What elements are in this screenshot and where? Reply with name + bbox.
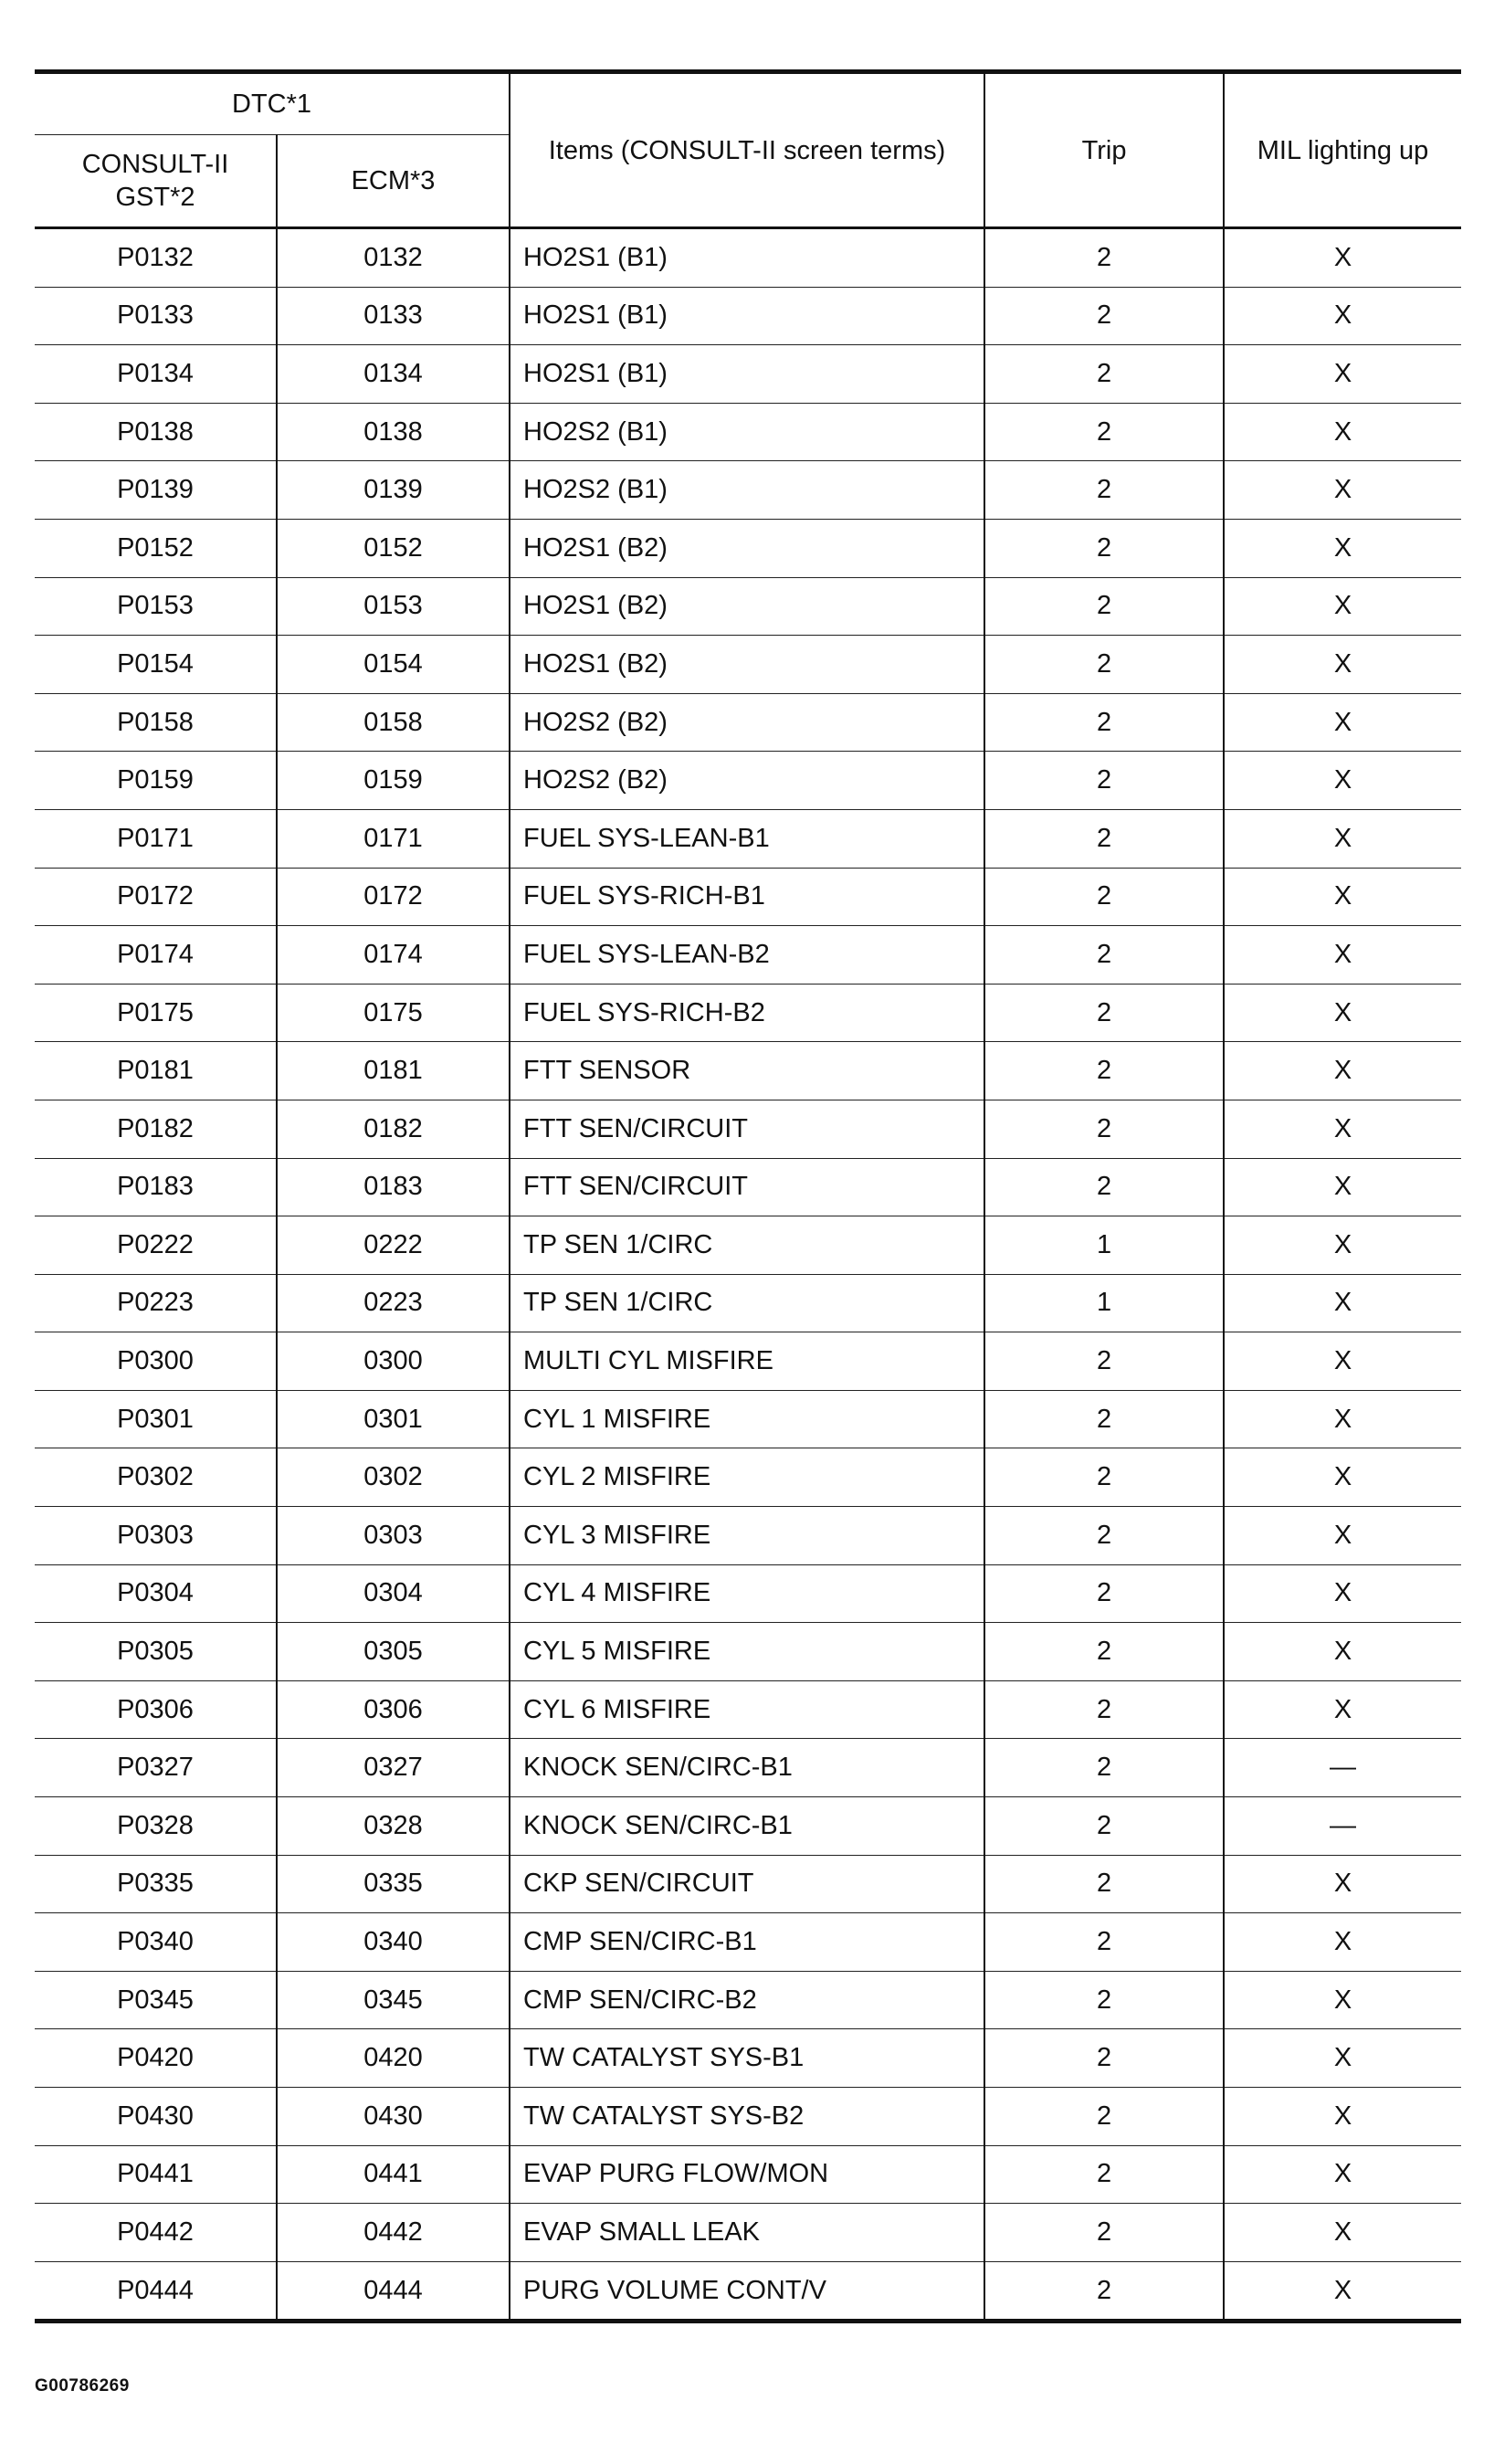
cell-item: TW CATALYST SYS-B1: [510, 2029, 984, 2088]
cell-ecm: 0153: [277, 577, 510, 636]
cell-item: MULTI CYL MISFIRE: [510, 1332, 984, 1391]
table-row: [35, 926, 1461, 985]
table-body: [35, 228, 1461, 2322]
cell-trip: 2: [984, 693, 1224, 752]
cell-item: CYL 1 MISFIRE: [510, 1390, 984, 1448]
cell-item: FTT SENSOR: [510, 1042, 984, 1100]
cell-mil: X: [1224, 926, 1461, 985]
table-row: [35, 287, 1461, 345]
table-row: [35, 1739, 1461, 1797]
cell-consult-gst: P0132: [35, 228, 277, 288]
cell-trip: 2: [984, 984, 1224, 1042]
cell-item: CYL 2 MISFIRE: [510, 1448, 984, 1507]
cell-ecm: 0182: [277, 1100, 510, 1158]
cell-mil: X: [1224, 228, 1461, 288]
cell-item: FTT SEN/CIRCUIT: [510, 1158, 984, 1216]
cell-ecm: 0152: [277, 519, 510, 577]
cell-trip: 2: [984, 1680, 1224, 1739]
figure-id: G00786269: [35, 2376, 130, 2396]
cell-trip: 2: [984, 1042, 1224, 1100]
cell-ecm: 0420: [277, 2029, 510, 2088]
cell-ecm: 0306: [277, 1680, 510, 1739]
cell-trip: 2: [984, 926, 1224, 985]
cell-item: TW CATALYST SYS-B2: [510, 2088, 984, 2146]
cell-ecm: 0139: [277, 461, 510, 520]
table-row: [35, 2029, 1461, 2088]
cell-ecm: 0171: [277, 809, 510, 868]
cell-consult-gst: P0158: [35, 693, 277, 752]
cell-trip: 2: [984, 1855, 1224, 1913]
cell-item: CYL 6 MISFIRE: [510, 1680, 984, 1739]
cell-ecm: 0175: [277, 984, 510, 1042]
cell-trip: 2: [984, 868, 1224, 926]
cell-consult-gst: P0441: [35, 2145, 277, 2204]
cell-mil: X: [1224, 2145, 1461, 2204]
cell-mil: X: [1224, 1216, 1461, 1275]
cell-consult-gst: P0302: [35, 1448, 277, 1507]
cell-consult-gst: P0153: [35, 577, 277, 636]
cell-item: TP SEN 1/CIRC: [510, 1274, 984, 1332]
cell-mil: X: [1224, 1332, 1461, 1391]
cell-mil: X: [1224, 287, 1461, 345]
items-header: Items (CONSULT-II screen terms): [510, 72, 984, 228]
cell-mil: X: [1224, 1042, 1461, 1100]
cell-consult-gst: P0159: [35, 752, 277, 810]
cell-ecm: 0304: [277, 1564, 510, 1623]
cell-consult-gst: P0182: [35, 1100, 277, 1158]
cell-item: TP SEN 1/CIRC: [510, 1216, 984, 1275]
cell-mil: X: [1224, 461, 1461, 520]
cell-trip: 2: [984, 1971, 1224, 2029]
cell-mil: X: [1224, 1855, 1461, 1913]
cell-ecm: 0302: [277, 1448, 510, 1507]
cell-mil: X: [1224, 2204, 1461, 2262]
dtc-group-header: DTC*1: [35, 72, 510, 135]
consult-gst-header: [35, 135, 277, 228]
cell-trip: 2: [984, 809, 1224, 868]
cell-ecm: 0444: [277, 2261, 510, 2322]
cell-ecm: 0303: [277, 1507, 510, 1565]
table-row: [35, 1971, 1461, 2029]
cell-consult-gst: P0303: [35, 1507, 277, 1565]
cell-ecm: 0154: [277, 636, 510, 694]
table-row: [35, 1390, 1461, 1448]
cell-trip: 2: [984, 228, 1224, 288]
cell-trip: 2: [984, 1564, 1224, 1623]
table-row: [35, 1680, 1461, 1739]
cell-item: HO2S2 (B1): [510, 461, 984, 520]
cell-mil: X: [1224, 1100, 1461, 1158]
cell-mil: X: [1224, 809, 1461, 868]
cell-mil: X: [1224, 577, 1461, 636]
cell-trip: 2: [984, 636, 1224, 694]
cell-mil: X: [1224, 1507, 1461, 1565]
table-row: [35, 461, 1461, 520]
dtc-table: [35, 69, 1461, 2323]
cell-item: HO2S1 (B2): [510, 577, 984, 636]
cell-ecm: 0345: [277, 1971, 510, 2029]
cell-trip: 2: [984, 2204, 1224, 2262]
cell-ecm: 0300: [277, 1332, 510, 1391]
cell-mil: X: [1224, 403, 1461, 461]
dtc-table-document: [35, 69, 1461, 2323]
cell-trip: 2: [984, 1100, 1224, 1158]
table-row: [35, 984, 1461, 1042]
cell-mil: X: [1224, 1971, 1461, 2029]
cell-ecm: 0442: [277, 2204, 510, 2262]
cell-consult-gst: P0444: [35, 2261, 277, 2322]
cell-trip: 2: [984, 287, 1224, 345]
cell-item: CYL 3 MISFIRE: [510, 1507, 984, 1565]
cell-ecm: 0222: [277, 1216, 510, 1275]
cell-item: EVAP SMALL LEAK: [510, 2204, 984, 2262]
cell-trip: 2: [984, 1739, 1224, 1797]
cell-ecm: 0430: [277, 2088, 510, 2146]
cell-ecm: 0159: [277, 752, 510, 810]
consult-gst-header-line1: CONSULT-II: [81, 150, 229, 179]
cell-trip: 2: [984, 1623, 1224, 1681]
cell-trip: 2: [984, 403, 1224, 461]
table-row: [35, 1158, 1461, 1216]
cell-consult-gst: P0420: [35, 2029, 277, 2088]
cell-consult-gst: P0152: [35, 519, 277, 577]
cell-item: FUEL SYS-LEAN-B1: [510, 809, 984, 868]
table-row: [35, 1855, 1461, 1913]
cell-consult-gst: P0340: [35, 1913, 277, 1972]
table-row: [35, 636, 1461, 694]
cell-mil: X: [1224, 636, 1461, 694]
cell-mil: X: [1224, 1158, 1461, 1216]
cell-consult-gst: P0430: [35, 2088, 277, 2146]
cell-item: CKP SEN/CIRCUIT: [510, 1855, 984, 1913]
cell-consult-gst: P0300: [35, 1332, 277, 1391]
cell-ecm: 0158: [277, 693, 510, 752]
cell-item: HO2S2 (B1): [510, 403, 984, 461]
cell-consult-gst: P0442: [35, 2204, 277, 2262]
cell-mil: X: [1224, 2088, 1461, 2146]
cell-consult-gst: P0345: [35, 1971, 277, 2029]
cell-trip: 2: [984, 1797, 1224, 1856]
cell-trip: 2: [984, 1390, 1224, 1448]
cell-item: FTT SEN/CIRCUIT: [510, 1100, 984, 1158]
cell-ecm: 0335: [277, 1855, 510, 1913]
cell-mil: X: [1224, 2029, 1461, 2088]
cell-ecm: 0301: [277, 1390, 510, 1448]
cell-item: HO2S2 (B2): [510, 752, 984, 810]
cell-item: PURG VOLUME CONT/V: [510, 2261, 984, 2322]
cell-consult-gst: P0172: [35, 868, 277, 926]
cell-trip: 2: [984, 752, 1224, 810]
cell-trip: 2: [984, 1332, 1224, 1391]
cell-mil: X: [1224, 1274, 1461, 1332]
cell-trip: 2: [984, 1507, 1224, 1565]
table-row: [35, 2204, 1461, 2262]
cell-mil: X: [1224, 2261, 1461, 2322]
cell-consult-gst: P0133: [35, 287, 277, 345]
cell-trip: 2: [984, 519, 1224, 577]
cell-consult-gst: P0138: [35, 403, 277, 461]
cell-trip: 2: [984, 2261, 1224, 2322]
cell-consult-gst: P0171: [35, 809, 277, 868]
table-row: [35, 1274, 1461, 1332]
table-row: [35, 1564, 1461, 1623]
cell-trip: 2: [984, 2088, 1224, 2146]
cell-consult-gst: P0134: [35, 345, 277, 404]
table-row: [35, 2088, 1461, 2146]
cell-mil: X: [1224, 984, 1461, 1042]
cell-item: HO2S2 (B2): [510, 693, 984, 752]
cell-consult-gst: P0304: [35, 1564, 277, 1623]
cell-trip: 2: [984, 577, 1224, 636]
cell-item: HO2S1 (B2): [510, 636, 984, 694]
cell-mil: X: [1224, 345, 1461, 404]
cell-item: HO2S1 (B1): [510, 345, 984, 404]
cell-mil: X: [1224, 1623, 1461, 1681]
cell-consult-gst: P0328: [35, 1797, 277, 1856]
cell-item: FUEL SYS-RICH-B1: [510, 868, 984, 926]
cell-consult-gst: P0154: [35, 636, 277, 694]
cell-mil: X: [1224, 693, 1461, 752]
cell-mil: X: [1224, 1448, 1461, 1507]
cell-consult-gst: P0222: [35, 1216, 277, 1275]
cell-ecm: 0328: [277, 1797, 510, 1856]
cell-mil: X: [1224, 519, 1461, 577]
cell-consult-gst: P0306: [35, 1680, 277, 1739]
cell-mil: X: [1224, 1680, 1461, 1739]
table-row: [35, 1042, 1461, 1100]
table-row: [35, 752, 1461, 810]
table-row: [35, 1332, 1461, 1391]
cell-trip: 2: [984, 2145, 1224, 2204]
cell-ecm: 0174: [277, 926, 510, 985]
cell-ecm: 0133: [277, 287, 510, 345]
cell-mil: X: [1224, 752, 1461, 810]
cell-consult-gst: P0335: [35, 1855, 277, 1913]
cell-trip: 1: [984, 1216, 1224, 1275]
cell-trip: 2: [984, 2029, 1224, 2088]
cell-ecm: 0134: [277, 345, 510, 404]
table-row: [35, 2261, 1461, 2322]
cell-consult-gst: P0223: [35, 1274, 277, 1332]
table-row: [35, 2145, 1461, 2204]
cell-mil: X: [1224, 1564, 1461, 1623]
cell-consult-gst: P0139: [35, 461, 277, 520]
table-row: [35, 1507, 1461, 1565]
table-row: [35, 1448, 1461, 1507]
cell-consult-gst: P0175: [35, 984, 277, 1042]
cell-item: CYL 4 MISFIRE: [510, 1564, 984, 1623]
cell-item: CMP SEN/CIRC-B2: [510, 1971, 984, 2029]
cell-consult-gst: P0301: [35, 1390, 277, 1448]
cell-ecm: 0138: [277, 403, 510, 461]
cell-item: CYL 5 MISFIRE: [510, 1623, 984, 1681]
cell-mil: —: [1224, 1797, 1461, 1856]
table-row: [35, 1100, 1461, 1158]
cell-mil: X: [1224, 1913, 1461, 1972]
cell-item: FUEL SYS-RICH-B2: [510, 984, 984, 1042]
cell-trip: 2: [984, 1448, 1224, 1507]
cell-item: KNOCK SEN/CIRC-B1: [510, 1797, 984, 1856]
cell-item: HO2S1 (B1): [510, 287, 984, 345]
table-row: [35, 1216, 1461, 1275]
cell-ecm: 0340: [277, 1913, 510, 1972]
table-row: [35, 1797, 1461, 1856]
cell-consult-gst: P0305: [35, 1623, 277, 1681]
cell-consult-gst: P0327: [35, 1739, 277, 1797]
cell-trip: 2: [984, 1158, 1224, 1216]
cell-ecm: 0172: [277, 868, 510, 926]
table-row: [35, 403, 1461, 461]
cell-item: EVAP PURG FLOW/MON: [510, 2145, 984, 2204]
table-row: [35, 577, 1461, 636]
cell-mil: X: [1224, 1390, 1461, 1448]
cell-item: FUEL SYS-LEAN-B2: [510, 926, 984, 985]
cell-consult-gst: P0174: [35, 926, 277, 985]
cell-trip: 2: [984, 461, 1224, 520]
cell-trip: 1: [984, 1274, 1224, 1332]
table-row: [35, 345, 1461, 404]
table-row: [35, 1623, 1461, 1681]
mil-header: MIL lighting up: [1224, 72, 1461, 228]
trip-header: Trip: [984, 72, 1224, 228]
cell-consult-gst: P0183: [35, 1158, 277, 1216]
consult-gst-header-line2: GST*2: [115, 183, 195, 212]
cell-ecm: 0327: [277, 1739, 510, 1797]
table-row: [35, 519, 1461, 577]
cell-trip: 2: [984, 345, 1224, 404]
cell-ecm: 0441: [277, 2145, 510, 2204]
cell-item: HO2S1 (B2): [510, 519, 984, 577]
cell-ecm: 0305: [277, 1623, 510, 1681]
cell-ecm: 0132: [277, 228, 510, 288]
cell-mil: X: [1224, 868, 1461, 926]
cell-consult-gst: P0181: [35, 1042, 277, 1100]
table-row: [35, 809, 1461, 868]
table-row: [35, 693, 1461, 752]
table-row: [35, 868, 1461, 926]
cell-item: CMP SEN/CIRC-B1: [510, 1913, 984, 1972]
table-header: [35, 72, 1461, 228]
cell-mil: —: [1224, 1739, 1461, 1797]
cell-ecm: 0181: [277, 1042, 510, 1100]
cell-item: HO2S1 (B1): [510, 228, 984, 288]
cell-item: KNOCK SEN/CIRC-B1: [510, 1739, 984, 1797]
table-row: [35, 1913, 1461, 1972]
cell-trip: 2: [984, 1913, 1224, 1972]
cell-ecm: 0183: [277, 1158, 510, 1216]
cell-ecm: 0223: [277, 1274, 510, 1332]
table-row: [35, 228, 1461, 288]
ecm-header: ECM*3: [277, 135, 510, 228]
